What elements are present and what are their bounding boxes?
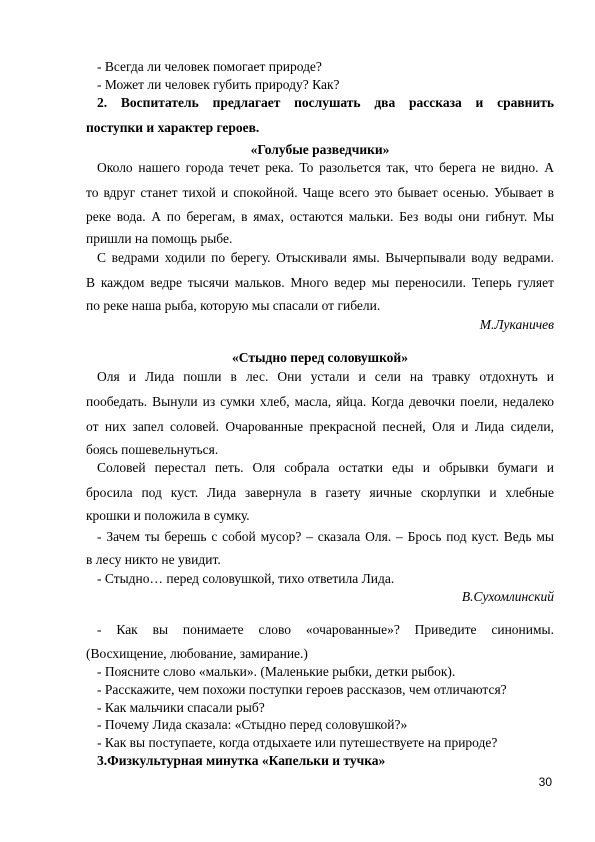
story1-line: по реке наша рыба, которую мы спасали от гибели. (86, 298, 381, 313)
story1-line: реке вода. А по берегам, в ямах, остаются мальки. Без воды они гибнут. Мы (86, 209, 554, 224)
story2-line: Оля и Лида пошли в лес. Они устали и сели на травку отдохнуть и (97, 369, 554, 384)
story2-line: от них запел соловей. Очарованные прекрасной песней, Оля и Лида сидели, (86, 419, 554, 434)
story1-line: Около нашего города течет река. То разольется так, что берега не видно. А (97, 160, 554, 175)
story1-line: С ведрами ходили по берегу. Отыскивали ямы. Вычерпывали воду ведрами. (97, 250, 554, 265)
discussion-question: - Почему Лида сказала: «Стыдно перед соловушкой?» (97, 717, 408, 732)
story1-author: М.Луканичев (479, 317, 554, 332)
discussion-question: - Как вы поступаете, когда отдыхаете или путешествуете на природе? (97, 735, 498, 750)
story2-line: - Зачем ты берешь с собой мусор? – сказала Оля. – Брось под куст. Ведь мы (97, 529, 554, 544)
story2-line: - Стыдно… перед соловушкой, тихо ответила Лида. (97, 571, 395, 586)
story2-line: в лесу никто не увидит. (86, 552, 221, 567)
question-line: - Может ли человек губить природу? Как? (97, 77, 340, 92)
story1-line: то вдруг станет тихой и спокойной. Чаще всего это бывает осенью. Убывает в (86, 185, 554, 200)
page-number: 30 (538, 775, 552, 789)
story2-line: крошки и положила в сумку. (86, 508, 250, 523)
story2-line: боясь пошевельнуться. (86, 442, 219, 457)
story2-title: «Стыдно перед соловушкой» (232, 350, 408, 365)
discussion-answer: (Восхищение, любование, замирание.) (86, 646, 308, 661)
story2-line: бросила под куст. Лида завернула в газету яичные скорлупки и хлебные (86, 485, 554, 500)
story2-line: Соловей перестал петь. Оля собрала остатки еды и обрывки бумаги и (97, 460, 554, 475)
step2-heading-cont: поступки и характер героев. (86, 120, 260, 135)
story1-title: «Голубые разведчики» (250, 142, 390, 157)
story2-line: пообедать. Вынули из сумки хлеб, масла, яйца. Когда девочки поели, недалеко (86, 394, 554, 409)
discussion-question: - Расскажите, чем похожи поступки героев рассказов, чем отличаются? (97, 682, 507, 697)
discussion-question: - Поясните слово «мальки». (Маленькие рыбки, детки рыбок). (97, 664, 456, 679)
discussion-question: - Как мальчики спасали рыб? (97, 700, 265, 715)
story1-line: В каждом ведре тысячи мальков. Много ведер мы переносили. Теперь гуляет (86, 275, 554, 290)
step3-heading: 3.Физкультурная минутка «Капельки и тучка» (97, 753, 386, 768)
story1-line: пришли на помощь рыбе. (86, 231, 233, 246)
story2-author: В.Сухомлинский (461, 589, 554, 604)
step2-heading: 2. Воспитатель предлагает послушать два рассказа и сравнить (97, 95, 554, 110)
question-line: - Всегда ли человек помогает природе? (97, 59, 322, 74)
discussion-question: - Как вы понимаете слово «очарованные»? Приведите синонимы. (97, 622, 554, 637)
